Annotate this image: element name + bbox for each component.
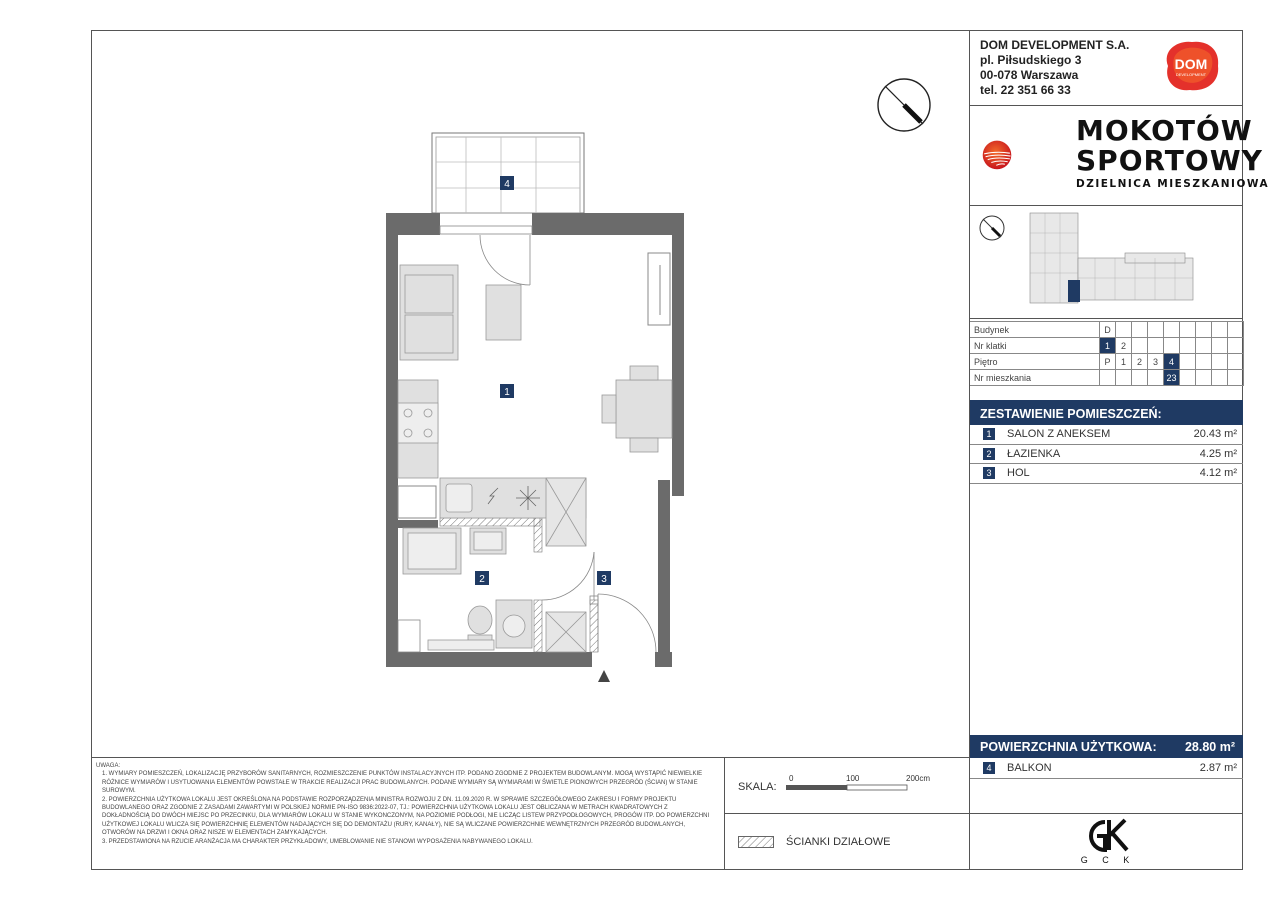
scale-label: SKALA: — [738, 781, 777, 793]
notes-block — [96, 762, 716, 846]
floor-4: 4 — [1164, 354, 1180, 370]
coffee-table — [486, 285, 521, 340]
dom-logo-text: DOM — [1174, 56, 1208, 72]
scale-tick-100: 100 — [846, 774, 860, 783]
room-number: 3 — [983, 467, 995, 479]
company-info — [980, 38, 1129, 98]
window — [648, 253, 670, 325]
legend-label: ŚCIANKI DZIAŁOWE — [786, 836, 891, 848]
staircase-2: 2 — [1116, 338, 1132, 354]
bathroom-fixtures — [398, 528, 586, 652]
extra-list — [970, 759, 1243, 779]
scale-tick-200: 200cm — [906, 774, 931, 783]
entrance-door — [598, 594, 656, 652]
divider-logo — [969, 205, 1243, 206]
scale-tick-0: 0 — [789, 774, 794, 783]
gck-letters: G C K — [1080, 855, 1136, 865]
building-label: Budynek — [970, 322, 1100, 338]
room-row — [970, 445, 1243, 465]
floor-1: 1 — [1116, 354, 1132, 370]
scale-bar — [780, 773, 940, 795]
room-area: 4.25 m² — [1199, 447, 1237, 460]
room-area: 2.87 m² — [1199, 762, 1237, 774]
room-number: 4 — [983, 762, 995, 774]
room-name: ŁAZIENKA — [1007, 447, 1061, 460]
dom-logo-sub: DEVELOPMENT — [1175, 72, 1207, 77]
balcony — [432, 133, 584, 213]
floor-p: P — [1100, 354, 1116, 370]
plan-label-4: 4 — [504, 179, 510, 190]
staircase-1: 1 — [1100, 338, 1116, 354]
company-street: pl. Piłsudskiego 3 — [980, 53, 1082, 67]
key-selected-unit — [1068, 280, 1080, 302]
floor-plan — [370, 60, 950, 700]
project-title-line1: MOKOTÓW — [1076, 114, 1253, 147]
plan-label-3: 3 — [601, 574, 607, 585]
room-area: 20.43 m² — [1193, 428, 1237, 440]
room-row — [970, 759, 1243, 779]
total-area-value: 28.80 m² — [1184, 740, 1235, 754]
mokotow-sportowy-logo — [982, 113, 1072, 198]
staircase-label: Nr klatki — [970, 338, 1100, 354]
plan-label-2: 2 — [479, 574, 485, 585]
total-area-bar — [970, 735, 1243, 758]
total-area-label: POWIERZCHNIA UŻYTKOWA: — [980, 740, 1157, 754]
note-item: 3. PRZEDSTAWIONA NA RZUCIE ARANŻACJA MA CHARAKTER PRZYKŁADOWY, UMEBLOWANIE NIE STANOWI WYPOSAŻENIA NABYWANEGO LOKALU. — [102, 838, 533, 845]
room-name: SALON Z ANEKSEM — [1007, 428, 1111, 440]
project-title-line2: SPORTOWY — [1076, 144, 1263, 177]
project-title — [1076, 116, 1263, 176]
row-staircase — [970, 338, 1244, 354]
floor-label: Piętro — [970, 354, 1100, 370]
divider-keyplan — [969, 318, 1243, 319]
company-city: 00-078 Warszawa — [980, 68, 1079, 82]
divider-company — [969, 105, 1243, 106]
row-apartment — [970, 370, 1244, 386]
building-value: D — [1100, 322, 1116, 338]
room-number: 1 — [983, 428, 995, 440]
key-compass-icon — [980, 216, 1004, 240]
dining-set — [602, 366, 672, 452]
room-number: 2 — [983, 448, 995, 460]
room-row — [970, 464, 1243, 484]
floor-2: 2 — [1132, 354, 1148, 370]
note-item: 2. POWIERZCHNIA UŻYTKOWA LOKALU JEST OKREŚLONA NA PODSTAWIE ROZPORZĄDZENIA MINISTRA ROZWOJU Z DN. 11.09.2020 R. W SPRAWIE SZCZEGÓŁOWEGO ZAKRESU I FORMY PROJEKTU BUDOWLANEGO ORAZ ZGODNIE Z ZASADAMI ZAWARTYMI W POLSKIEJ NORMIE PN-ISO 9836:2022-07, TJ.: POWIERZCHNIA UŻYTKOWA LOKALU JEST OBLICZANA W METRACH KWADRATOWYCH Z DOKŁADNOŚCIĄ DO DWÓCH MIEJSC PO PRZECINKU, DLA WYMIARÓW LOKALU W STANIE WYKONCZONYM, NA POZIOMIE PODŁOGI, NIE LICZĄC LISTEW PRZYPODŁOGOWYCH, PROGÓW ITP. DO POWIERZCHNI UŻYTKOWEJ LOKALU WLICZA SIĘ POWIERZCHNIĘ ELEMENTÓW NADAJĄCYCH SIĘ DO DEMONTAŻU (RURY, KANAŁY), NIE SĄ WLICZANE POWIERZCHNIE WEWNĘTRZNYCH PRZEGRÓD BUDOWLANYCH, OTWORÓW NA DRZWI I OKNA ORAZ NISZE W ELEMENTACH ZAMYKAJĄCYCH. — [102, 796, 710, 837]
legend-hatch-icon — [738, 836, 774, 848]
bathroom-door — [542, 552, 594, 600]
unit-info-table — [970, 321, 1244, 386]
divider-gck — [969, 813, 1243, 814]
divider-scale — [724, 813, 970, 814]
rooms-header: ZESTAWIENIE POMIESZCZEŃ: — [970, 400, 1243, 425]
project-subtitle: DZIELNICA MIESZKANIOWA — [1076, 178, 1270, 190]
plan-label-1: 1 — [504, 387, 510, 398]
apartment-label: Nr mieszkania — [970, 370, 1100, 386]
sofa — [400, 265, 458, 360]
company-name: DOM DEVELOPMENT S.A. — [980, 38, 1130, 52]
fridge — [398, 486, 436, 518]
entrance-arrow-icon — [598, 670, 610, 682]
dom-development-logo — [1160, 38, 1222, 94]
floor-3: 3 — [1148, 354, 1164, 370]
gck-logo — [1075, 816, 1145, 866]
room-area: 4.12 m² — [1199, 467, 1237, 479]
room-name: HOL — [1007, 467, 1030, 479]
notes-title: UWAGA: — [96, 763, 121, 769]
building-key-plan — [975, 208, 1240, 313]
apartment-value: 23 — [1164, 370, 1180, 386]
room-row — [970, 425, 1243, 445]
rooms-list — [970, 425, 1243, 484]
note-item: 1. WYMIARY POMIESZCZEŃ, LOKALIZACJĘ PRZYBORÓW SANITARNYCH, ROZMIESZCZENIE PUNKTÓW INSTALACYJNYCH ITP. PODANO ZGODNIE Z PROJEKTEM BUDOWLANYM. MOGĄ WYSTĄPIĆ NIEWIELKIE RÓŻNICE WYMIARÓW I USYTUOWANIA ELEMENTÓW POWSTAŁE W TRAKCIE REALIZACJI PRAC BUDOWLANYCH. PODANE WYMIARY SĄ WYMIARAMI W ŚWIETLE PIONOWYCH PRZEGRÓD (ŚCIAN) W STANIE SUROWYM. — [102, 771, 703, 795]
company-phone: tel. 22 351 66 33 — [980, 83, 1071, 97]
row-building — [970, 322, 1244, 338]
row-floor — [970, 354, 1244, 370]
room-name: BALKON — [1007, 762, 1052, 774]
